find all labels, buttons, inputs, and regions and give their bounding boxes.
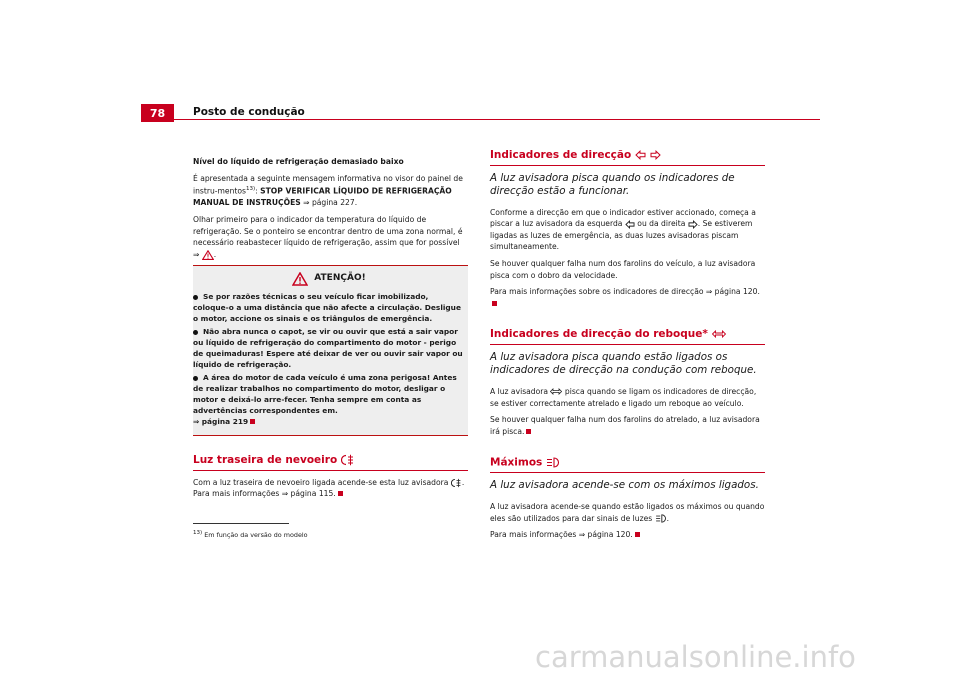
end-mark (635, 532, 640, 537)
warning-item: A área do motor de cada veículo é uma zona perigosa! Antes de realizar trabalhos no compartimento do motor, desligar o motor e deixá-lo arre-fecer. Tenha sempre em conta as advertências correspondentes em. ⇒ página 219 (193, 373, 457, 427)
turn-signal-right-icon (688, 220, 698, 229)
end-mark (338, 491, 343, 496)
turn-signal-left-icon (635, 150, 646, 160)
indicators-paragraph-1: Conforme a direcção em que o indicador estiver accionado, começa a piscar a luz avisadora da esquerda ou da direita . Se estiverem ligadas as luzes de emergência, as duas luzes avisadoras piscam simultaneamente. (490, 207, 756, 252)
footnote: $^{13)}$ Em função da versão do modelo (193, 530, 308, 540)
turn-signal-right-icon (650, 150, 661, 160)
header-rule (174, 119, 820, 120)
high-beam-paragraph-1: A luz avisadora acende-se quando estão ligados os máximos ou quando eles são utilizados para dar sinais de luzes . (490, 501, 765, 523)
coolant-title: Nível do líquido de refrigeração demasiado baixo (193, 157, 404, 166)
coolant-paragraph-2: Olhar primeiro para o indicador da temperatura do líquido de refrigeração. Se o ponteiro se encontrar dentro de uma zona normal, é necessário reabastecer líquido de refrigeração, assim que for possível ⇒ . (193, 214, 463, 259)
footnote-rule (193, 523, 289, 524)
warning-item: Se por razões técnicas o seu veículo ficar imobilizado, coloque-o a uma distância que não afecte a circulação. Desligue o motor, accione os sinais e os triângulos de emergência. (193, 292, 461, 324)
right-column (490, 150, 765, 546)
indicators-lead: A luz avisadora pisca quando os indicadores de direcção estão a funcionar. (490, 171, 735, 198)
warning-header (193, 272, 465, 286)
trailer-indicators-heading: Indicadores de direcção do reboque* (490, 329, 765, 345)
trailer-indicators-lead: A luz avisadora pisca quando estão ligados os indicadores de direcção na condução com reboque. (490, 350, 757, 377)
rear-fog-light-icon (451, 478, 462, 488)
warning-page-ref: ⇒ página 219 (193, 417, 249, 427)
end-mark (250, 419, 255, 424)
fog-light-paragraph: Com a luz traseira de nevoeiro ligada acende-se esta luz avisadora . Para mais informações ⇒ página 115. (193, 477, 465, 499)
trailer-paragraph-2: Se houver qualquer falha num dos farolins do atrelado, a luz avisadora irá pisca. (490, 415, 760, 436)
warning-title: ATENÇÃO! (314, 273, 366, 284)
high-beam-heading: Máximos (490, 457, 765, 473)
high-beam-lead: A luz avisadora acende-se com os máximos ligados. (490, 479, 759, 492)
left-column (193, 156, 468, 505)
page-header-title: Posto de condução (193, 106, 305, 118)
trailer-turn-signal-icon (550, 388, 562, 395)
high-beam-icon (546, 457, 560, 468)
warning-item: Não abra nunca o capot, se vir ou ouvir que está a sair vapor ou líquido de refrigeração do compartimento do motor - perigo de queimaduras! Espere até deixar de ver ou ouvir sair vapor ou líquido de refrigeração. (193, 327, 463, 370)
high-beam-paragraph-2: Para mais informações ⇒ página 120. (490, 529, 765, 541)
rear-fog-light-icon (341, 454, 355, 466)
end-mark (526, 429, 531, 434)
watermark: carmanualsonline.info (535, 640, 856, 674)
fog-light-heading: Luz traseira de nevoeiro (193, 454, 468, 471)
page-number: 78 (141, 104, 174, 122)
coolant-paragraph-1: É apresentada a seguinte mensagem informativa no visor do painel de instru-mentos$^{13)}$: STOP VERIFICAR LÍQUIDO DE REFRIGERAÇÃO MANUAL DE INSTRUÇÕES ⇒ página 227. (193, 173, 463, 208)
warning-triangle-icon (292, 272, 308, 286)
warning-box (193, 265, 468, 436)
trailer-turn-signal-icon (712, 330, 726, 338)
end-mark (492, 301, 497, 306)
indicators-paragraph-2: Se houver qualquer falha num dos farolins do veículo, a luz avisadora pisca com o dobro da velocidade. (490, 258, 756, 280)
high-beam-icon (655, 514, 667, 523)
trailer-paragraph-1: A luz avisadora pisca quando se ligam os indicadores de direcção, se estiver correctamente atrelado e ligado um reboque ao veículo. (490, 386, 757, 408)
warning-triangle-icon (202, 250, 214, 260)
indicators-paragraph-3: Para mais informações sobre os indicadores de direcção ⇒ página 120. (490, 286, 765, 309)
indicators-heading: Indicadores de direcção (490, 150, 765, 166)
turn-signal-left-icon (625, 220, 635, 229)
